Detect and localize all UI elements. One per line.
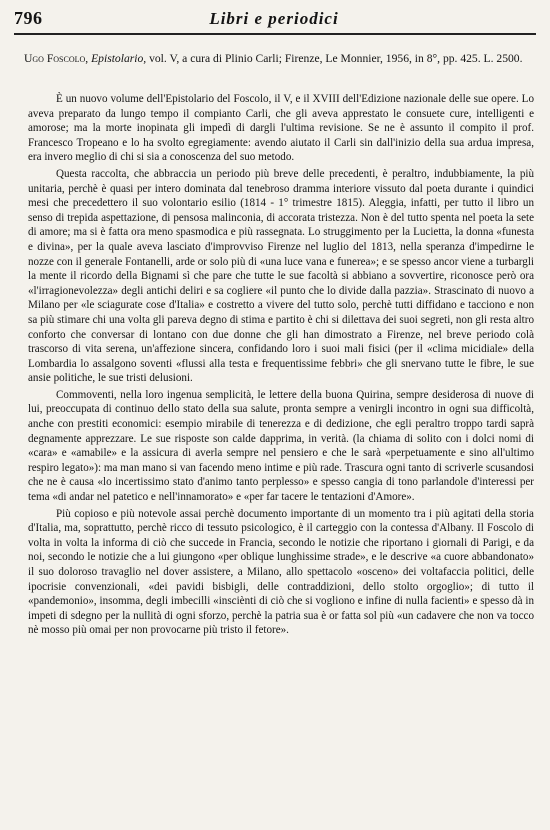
running-title: Libri e periodici — [209, 9, 339, 28]
review-body — [28, 92, 534, 640]
header-rule — [14, 33, 536, 35]
paragraph: Questa raccolta, che abbraccia un periodo più breve delle precedenti, è peraltro, indubbiamente, la più unitaria, perchè è quasi per intero dominata dal tenebroso dramma interiore vissuto dal poeta durante i quindici mesi che precedettero il suo volontario esilio (1814 - 1° trimestre 1815). Aleggia, infatti, per tutto il libro un senso di trepida aspettazione, di pensosa malinconia, di accorata tristezza. Non è del tutto spenta nel poeta la sete di amore; ma si è fatta ora meno spasmodica e più rassegnata. Lo struggimento per la Lucietta, la donna «funesta e divina», per la quale aveva lasciato d'improvviso Firenze nel luglio del 1813, nella speranza d'impedirne le nozze con il generale Fontanelli, arde or solo più di «una luce vana e funerea»; e se spesso ancor viene a turbargli la mente il ricordo della Bignami sì che pare che tutte le sue facoltà si abbiano a sovvertire, riconosce però ora «l'irragionevolezza» degli antichi deliri e sa cogliere «il punto che lo divide dalla pazzia». Strascinato di nuovo a Milano per «le sciagurate cose d'Italia» e costretto a vivere del tutto solo, perchè tutti diffidano e tacciono e non sa più stimare chi una volta gli pareva degno di stima e partito è chi si dilettava dei suoi segreti, non gli resta altro conforto che conversar di lontano con due donne che gli han dimostrato a Firenze, nel breve periodo colà trascorso di vita serena, un'affezione sincera, confidando loro i suoi mali fisici (per il «clima micidiale» della Lombardia lo assalgono soventi «flussi alla testa e frequentissime febbri» che gli snervano tutte le fibre, le sue ansie politiche, le sue tristi delusioni. — [28, 167, 534, 385]
paragraph: Commoventi, nella loro ingenua semplicità, le lettere della buona Quirina, sempre desiderosa di nuove di lui, preoccupata di continuo dello stato della sua salute, pronta sempre a venirgli incontro in ogni sua difficoltà, anche con prestiti economici: esempio mirabile di tenerezza e di dedizione, che egli peraltro troppo tardi saprà degnamente apprezzare. Le sue risposte son calde dapprima, in verità. (la chiama di solito con i dolci nomi di «cara» e «amabile» e la assicura di averla sempre nel pensiero e che le sarà «perpetuamente e sino all'ultimo respiro legato»): ma man mano si van facendo meno intime e più rade. Trascura ogni tanto di scriverle scusandosi che ne è causa «lo incertissimo stato d'animo tanto perplesso» e spesso cangia di tono parlandole d'interessi per tema «di andar nel patetico e nell'innamorato» e «per far tacere le tentazioni d'Amore». — [28, 388, 534, 504]
review-citation — [24, 51, 534, 67]
citation-author: Ugo Foscolo, — [24, 52, 89, 65]
paragraph: Più copioso e più notevole assai perchè documento importante di un momento tra i più agitati della storia d'Italia, ma, soprattutto, perchè ricco di tessuto psicologico, è il carteggio con la contessa d'Albany. Il Foscolo di volta in volta la informa di ciò che succede in Francia, secondo le notizie che riportano i giornali di Parigi, e da noi, secondo le notizie che a lui giungono «per oblique lunghissime strade», e le descrive «a cuore abbandonato» il suo doloroso travaglio nel dover assistere, a Milano, allo spettacolo «osceno» dei voltafaccia politici, delle ipocrisie convenzionali, «dei pavidi bisbigli, delle contraddizioni, dello stolto orgoglio»; di tutto il «pandemonio», insomma, degli imbecilli «insciènti di ciò che si vogliono e infine di nulla facienti» e spesso dà in impeti di sdegno per la nullità di ogni sforzo, perchè la patria sua è or fatta sol più «un cadavere che non va tocco nè mosso più omai per non provocarne più tristo il fetore». — [28, 507, 534, 637]
page-number: 796 — [14, 8, 43, 28]
citation-details: vol. V, a cura di Plinio Carli; Firenze, Le Monnier, 1956, in 8°, pp. 425. L. 2500. — [146, 52, 523, 65]
citation-title: Epistolario, — [91, 52, 147, 65]
page-header — [14, 8, 534, 34]
paragraph: È un nuovo volume dell'Epistolario del Foscolo, il V, e il XVIII dell'Edizione nazionale delle sue opere. Lo aveva preparato da lungo tempo il compianto Carli, che gli aveva apprestato le consuete cure, intelligenti e amorose; ma la morte inopinata gli impedì di dargli l'ultima revisione. Se ne è assunto il compito il prof. Francesco Tropeano e lo ha svolto egregiamente: avendo aiutato il Carli sin dall'inizio della sua ardua impresa, era invero meglio di chi si sia a conoscenza del suo metodo. — [28, 93, 534, 164]
